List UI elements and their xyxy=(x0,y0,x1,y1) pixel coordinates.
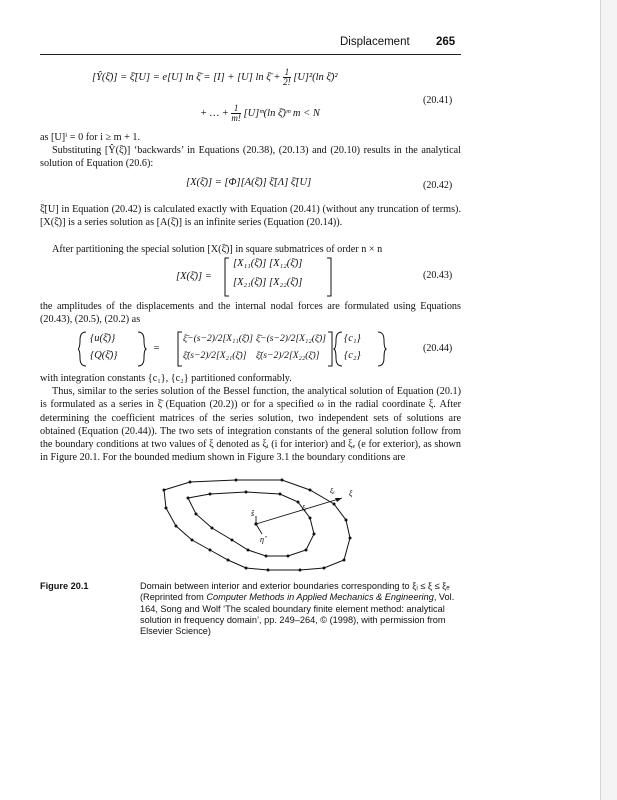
arrowhead xyxy=(335,498,342,502)
paragraph-amplitudes: the amplitudes of the displacements and the internal nodal forces are formulated using Equations (20.43), (20.5), (20.2) as xyxy=(40,301,461,326)
label-eta: η̂ xyxy=(260,535,264,544)
matrix-cell-22: ξ̄(s−2)/2[X₂₂(ξ̄)] xyxy=(256,350,320,361)
paragraph-partitioning: After partitioning the special solution [X(ξ̄)] in square submatrices of order n × n xyxy=(52,244,383,255)
paragraph-calculated: ξ̄[U] in Equation (20.42) is calculated exactly with Equation (20.41) (without any truncation of terms). [X(ξ̄)] is a series solution as [A(ξ̄)] is an infinite series (Equation (20.14)). xyxy=(40,204,461,229)
equation-20-41-line2: + … + $\frac{1}{m!}$ [U]ᵐ(ln ξ̄)ᵐ m < N xyxy=(200,103,320,123)
vector-c2: {c₂} xyxy=(344,350,361,361)
fraction: $\frac{1}{m!}$ xyxy=(231,103,241,123)
matrix-row-2: [X₂₁(ξ̄)] [X₂₂(ξ̄)] xyxy=(233,277,303,288)
figure-caption: Domain between interior and exterior boundaries corresponding to ξᵢ ≤ ξ ≤ ξₑ (Reprinted from Computer Methods in Applied Mechanics & Engineering, Vol. 164, Song and Wolf ‘The scaled boundary finite element method: analytical solution in frequency domain’, pp. 249–264, © (1998), with permission from Elsevier Science) xyxy=(140,581,455,637)
matrix-row-1: [X₁₁(ξ̄)] [X₁₂(ξ̄)] xyxy=(233,258,303,269)
label-s: ŝ xyxy=(251,509,255,518)
matrix-cell-12: ξ̄−(s−2)/2[X₁₂(ξ̄)] xyxy=(256,333,326,344)
paragraph-substituting: Substituting [Ŷ(ξ̄)] ‘backwards’ in Equations (20.38), (20.13) and (20.10) results in the analytical solution of Equation (20.6): xyxy=(40,145,461,170)
equation-20-42: [X(ξ̄)] = [Φ][A(ξ̄)] ξ̄[Λ] ξ̄[U] xyxy=(186,177,312,188)
equation-number: (20.44) xyxy=(423,343,453,354)
label-xi-i: ξᵢ xyxy=(302,503,307,512)
eta-axis xyxy=(256,524,262,534)
vector-c1: {c₁} xyxy=(344,333,361,344)
label-xi: ξ xyxy=(349,489,353,498)
equation-number: (20.43) xyxy=(423,270,453,281)
vector-q: {Q(ξ̄)} xyxy=(90,350,118,361)
header-rule xyxy=(40,54,461,55)
paragraph-thus: Thus, similar to the series solution of the Bessel function, the analytical solution of Equation (20.1) is formulated as a series in ξ̄ (Equation (20.2)) or for a specified ω in the radial coordinate ξ. After determining the coefficient matrices of the series solution, two independent sets of solutions are obtained (Equation (20.44)). The two sets of integration constants of the general solution follow from the boundary conditions at two values of ξ denoted as ξᵢ (i for interior) and ξₑ (e for exterior), as shown in Figure 20.1. For the bounded medium shown in Figure 3.1 the boundary conditions are xyxy=(40,386,461,464)
vertical-scrollbar[interactable] xyxy=(600,0,617,800)
figure-20-1-diagram xyxy=(150,476,370,572)
running-header-title: Displacement xyxy=(340,36,410,48)
page-number: 265 xyxy=(436,36,456,48)
equation-20-41-line1: [Ŷ(ξ̄)] = ξ̄[U] = e[U] ln ξ̄ = [I] + [U] ln ξ̄ + $\frac{1}{2!}$ [U]²(ln ξ̄)² xyxy=(92,67,338,87)
paragraph-integration-constants: with integration constants {c₁}, {c₂} partitioned conformably. xyxy=(40,373,292,384)
equals-sign: = xyxy=(153,343,161,354)
equation-number: (20.41) xyxy=(423,95,453,106)
fraction: $\frac{1}{2!}$ xyxy=(283,67,291,87)
label-xi-e: ξₑ xyxy=(330,486,336,495)
vector-u: {u(ξ̄)} xyxy=(90,333,116,344)
text-condition: as [U]ⁱ = 0 for i ≥ m + 1. xyxy=(40,132,141,143)
interior-boundary xyxy=(188,492,314,556)
matrix-cell-11: ξ̄−(s−2)/2[X₁₁(ξ̄)] xyxy=(183,333,253,344)
equation-number: (20.42) xyxy=(423,180,453,191)
equation-20-43-lhs: [X(ξ̄)] = xyxy=(176,271,212,282)
scaling-centre xyxy=(254,522,257,525)
figure-label: Figure 20.1 xyxy=(40,581,89,591)
matrix-cell-21: ξ̄(s−2)/2[X₂₁(ξ̄)] xyxy=(183,350,247,361)
